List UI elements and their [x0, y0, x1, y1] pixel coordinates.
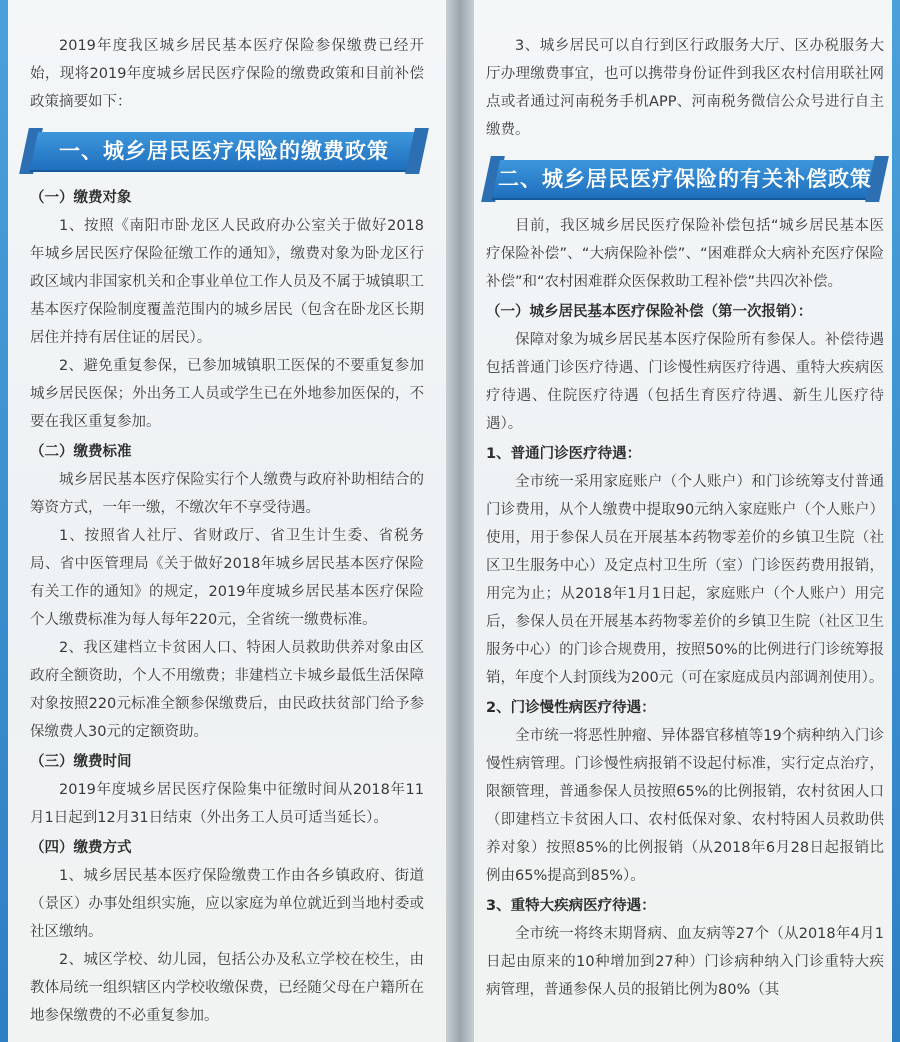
paragraph: 目前，我区城乡居民医疗保险补偿包括“城乡居民基本医疗保险补偿”、“大病保险补偿”、“困难群众大病补充医疗保险补偿”和“农村困难群众医保救助工程补偿”共四次补偿。 — [486, 218, 884, 290]
paragraph: 全市统一将终末期肾病、血友病等27个（从2018年4月1日起由原来的10种增加到27种）门诊病种纳入门诊重特大疾病管理，普通参保人员的报销比例为80%（其 — [486, 926, 884, 998]
left-page — [0, 0, 446, 1042]
item-heading: 2、门诊慢性病医疗待遇： — [486, 700, 656, 716]
paragraph: 保障对象为城乡居民基本医疗保险所有参保人。补偿待遇包括普通门诊医疗待遇、门诊慢性病医疗待遇、重特大疾病医疗待遇、住院医疗待遇（包括生育医疗待遇、新生儿医疗待遇）。 — [486, 332, 884, 432]
banner-title: 一、城乡居民医疗保险的缴费政策 — [59, 139, 389, 163]
paragraph: 2、避免重复参保，已参加城镇职工医保的不要重复参加城乡居民医保；外出务工人员或学生已在外地参加医保的，不要在我区重复参加。 — [30, 358, 424, 430]
item-heading: 1、普通门诊医疗待遇： — [486, 446, 642, 462]
intro-paragraph: 2019年度我区城乡居民基本医疗保险参保缴费已经开始，现将2019年度城乡居民医疗保险的缴费政策和目前补偿政策摘要如下： — [30, 38, 424, 110]
paragraph: 城乡居民基本医疗保险实行个人缴费与政府补助相结合的筹资方式，一年一缴，不缴次年不享受待遇。 — [30, 472, 424, 516]
paragraph: 1、按照省人社厅、省财政厅、省卫生计生委、省税务局、省中医管理局《关于做好2018年城乡居民基本医疗保险有关工作的通知》的规定，2019年度城乡居民基本医疗保险个人缴费标准为每人每年220元，全省统一缴费标准。 — [30, 528, 424, 628]
section-banner-compensation-policy — [486, 156, 884, 202]
paragraph: 3、城乡居民可以自行到区行政服务大厅、区办税服务大厅办理缴费事宜，也可以携带身份证件到我区农村信用联社网点或者通过河南税务手机APP、河南税务微信公众号进行自主缴费。 — [486, 38, 884, 138]
paragraph: 1、城乡居民基本医疗保险缴费工作由各乡镇政府、街道（景区）办事处组织实施，应以家庭为单位就近到当地村委或社区缴纳。 — [30, 868, 424, 940]
item-heading: 3、重特大疾病医疗待遇： — [486, 898, 656, 914]
center-fold — [446, 0, 474, 1042]
subsection-title: （三）缴费时间 — [30, 754, 132, 770]
subsection-title: （一）缴费对象 — [30, 190, 132, 206]
paragraph: 1、按照《南阳市卧龙区人民政府办公室关于做好2018年城乡居民医疗保险征缴工作的通知》，缴费对象为卧龙区行政区域内非国家机关和企事业单位工作人员及不属于城镇职工基本医疗保险制度覆盖范围内的城乡居民（包含在卧龙区长期居住并持有居住证的居民）。 — [30, 218, 424, 346]
subsection-title: （一）城乡居民基本医疗保险补偿（第一次报销）： — [486, 304, 813, 320]
paragraph: 全市统一采用家庭账户（个人账户）和门诊统筹支付普通门诊费用，从个人缴费中提取90元纳入家庭账户（个人账户）使用，用于参保人员在开展基本药物零差价的乡镇卫生院（社区卫生服务中心）及定点村卫生所（室）门诊医药费用报销，用完为止；从2018年1月1日起，家庭账户（个人账户）用完后，参保人员在开展基本药物零差价的乡镇卫生院（社区卫生服务中心）的门诊合规费用，按照50%的比例进行门诊统筹报销，年度个人封顶线为200元（可在家庭成员内部调剂使用）。 — [486, 474, 884, 686]
banner-title: 二、城乡居民医疗保险的有关补偿政策 — [498, 167, 872, 191]
paragraph: 2、城区学校、幼儿园，包括公办及私立学校在校生，由教体局统一组织辖区内学校收缴保费，已经随父母在户籍所在地参保缴费的不必重复参加。 — [30, 952, 424, 1024]
paragraph: 2、我区建档立卡贫困人口、特困人员救助供养对象由区政府全额资助，个人不用缴费；非建档立卡城乡最低生活保障对象按照220元标准全额参保缴费后，由民政扶贫部门给予参保缴费人30元的定额资助。 — [30, 640, 424, 740]
page-edge-stripe — [892, 0, 900, 1042]
page-edge-stripe — [0, 0, 8, 1042]
paragraph: 全市统一将恶性肿瘤、异体器官移植等19个病种纳入门诊慢性病管理。门诊慢性病报销不设起付标准，实行定点治疗，限额管理，普通参保人员按照65%的比例报销，农村贫困人口（即建档立卡贫困人口、农村低保对象、农村特困人员救助供养对象）按照85%的比例报销（从2018年6月28日起报销比例由65%提高到85%）。 — [486, 728, 884, 884]
paragraph: 2019年度城乡居民医疗保险集中征缴时间从2018年11月1日起到12月31日结束（外出务工人员可适当延长）。 — [30, 782, 424, 826]
subsection-title: （二）缴费标准 — [30, 444, 132, 460]
section-banner-contribution-policy — [24, 128, 424, 174]
subsection-title: （四）缴费方式 — [30, 840, 132, 856]
right-page — [474, 0, 900, 1042]
